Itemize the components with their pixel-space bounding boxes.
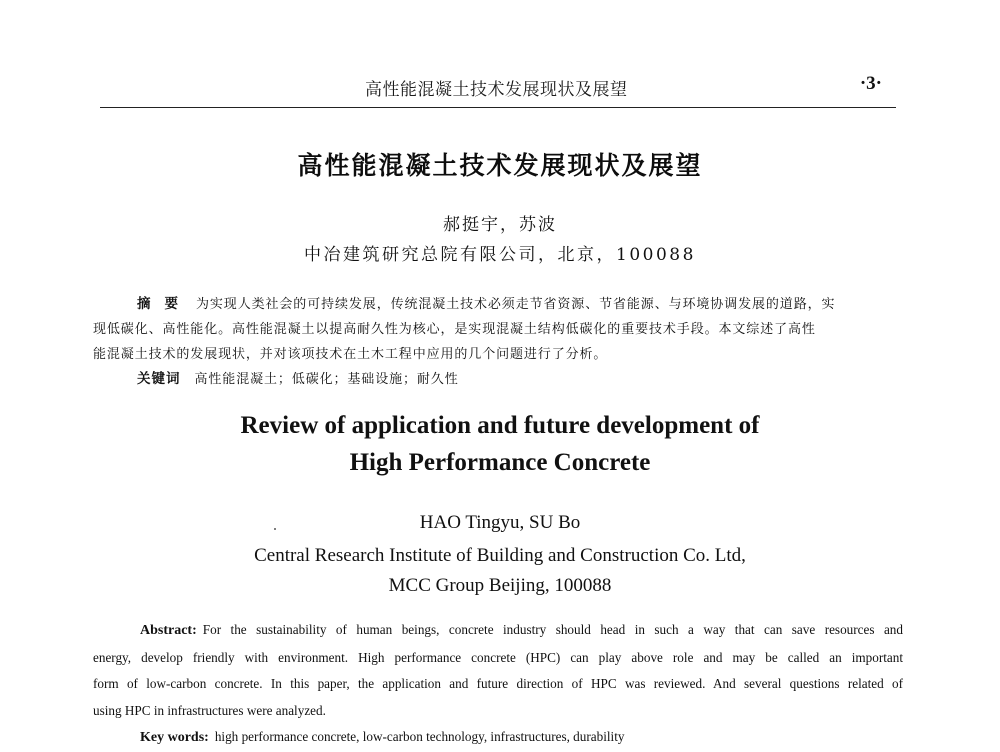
english-keywords-label: Key words: bbox=[140, 730, 209, 745]
english-title-line: High Performance Concrete bbox=[349, 449, 651, 476]
chinese-keywords-text: 高性能混凝土；低碳化；基础设施；耐久性 bbox=[194, 372, 459, 387]
chinese-abstract-label: 摘要 bbox=[137, 296, 192, 312]
chinese-abstract-text: 为实现人类社会的可持续发展，传统混凝土技术必须走节省资源、节省能源、与环境协调发展的道路，实 bbox=[196, 297, 836, 312]
chinese-keywords bbox=[93, 367, 901, 392]
page-number: ·3· bbox=[859, 73, 882, 94]
header-rule bbox=[100, 107, 896, 108]
english-abstract-line: form of low-carbon concrete. In this paper, the application and future direction of HPC was reviewed. And several questions related of bbox=[93, 676, 903, 691]
english-keywords-text: high performance concrete, low-carbon technology, infrastructures, durability bbox=[214, 729, 625, 744]
running-header bbox=[100, 70, 896, 108]
running-header-title: 高性能混凝土技术发展现状及展望 bbox=[365, 80, 628, 100]
english-abstract-label: Abstract: bbox=[140, 623, 197, 638]
english-affiliation bbox=[0, 541, 1000, 601]
english-abstract-line bbox=[93, 617, 903, 645]
chinese-abstract-line: 现低碳化、高性能化。高性能混凝土以提高耐久性为核心，是实现混凝土结构低碳化的重要技术手段。本文综述了高性 bbox=[93, 322, 816, 337]
chinese-abstract-line: 能混凝土技术的发展现状，并对该项技术在土木工程中应用的几个问题进行了分析。 bbox=[93, 347, 608, 362]
english-authors: HAO Tingyu, SU Bo bbox=[419, 512, 581, 533]
chinese-title: 高性能混凝土技术发展现状及展望 bbox=[297, 151, 703, 180]
english-abstract-text: For the sustainability of human beings, concrete industry should head in such a way that can save resources and bbox=[202, 622, 903, 637]
english-affiliation-line: MCC Group Beijing, 100088 bbox=[388, 575, 612, 596]
english-abstract-line: using HPC in infrastructures were analyzed. bbox=[93, 702, 326, 718]
english-abstract-line: energy, develop friendly with environment. High performance concrete (HPC) can play above role and may be called an important bbox=[93, 649, 903, 665]
english-title-line: Review of application and future development of bbox=[240, 412, 760, 439]
chinese-authors: 郝挺宇，苏波 bbox=[443, 215, 557, 235]
english-affiliation-line: Central Research Institute of Building and Construction Co. Ltd, bbox=[254, 545, 746, 566]
english-abstract bbox=[93, 617, 903, 752]
english-keywords bbox=[93, 724, 903, 752]
english-title bbox=[0, 407, 1000, 481]
chinese-abstract-line bbox=[93, 292, 901, 317]
chinese-keywords-label: 关键词 bbox=[137, 371, 181, 387]
chinese-abstract bbox=[93, 292, 901, 392]
chinese-affiliation: 中冶建筑研究总院有限公司，北京，100088 bbox=[304, 245, 696, 265]
